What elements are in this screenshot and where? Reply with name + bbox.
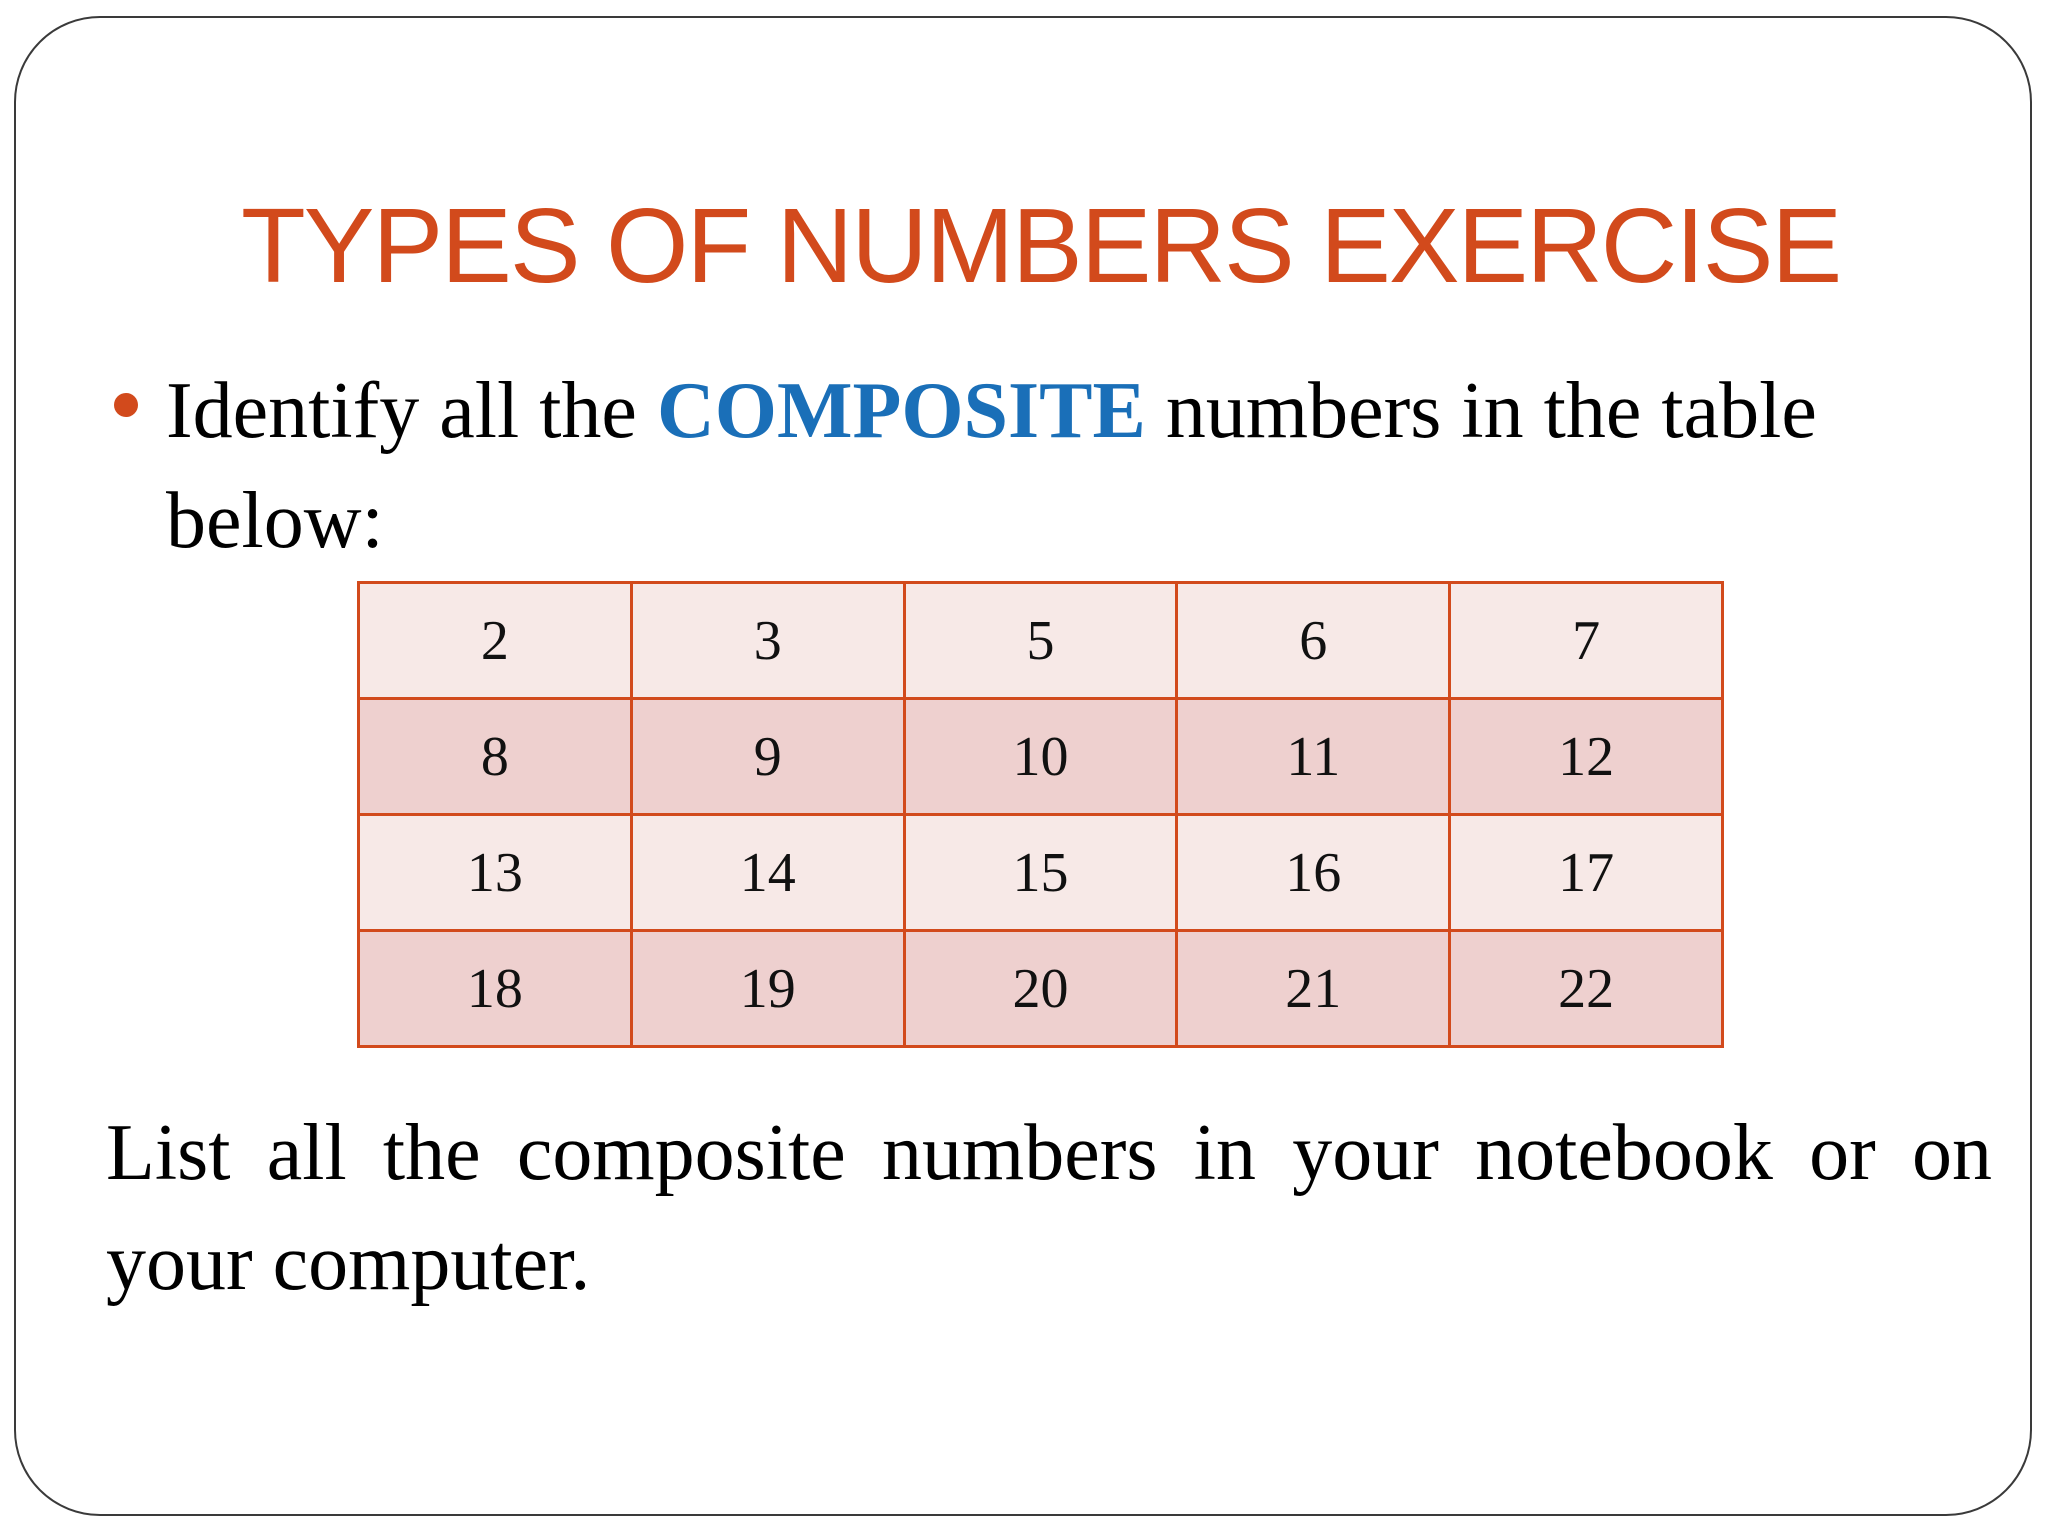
composite-highlight: COMPOSITE [656,367,1146,455]
table-cell: 6 [1177,583,1450,699]
table-row [359,815,1723,931]
table-cell: 14 [631,815,904,931]
table-cell: 9 [631,699,904,815]
table-cell: 19 [631,931,904,1047]
bullet-instruction [166,356,1926,576]
footer-instruction: List all the composite numbers in your notebook or on your computer. [106,1109,1992,1307]
table-cell: 3 [631,583,904,699]
slide-title: TYPES OF NUMBERS EXERCISE [241,187,1841,305]
bullet-dot-icon [114,393,138,417]
table-cell: 2 [359,583,632,699]
table-cell: 15 [904,815,1177,931]
table-cell: 13 [359,815,632,931]
table-row [359,931,1723,1047]
slide [14,16,2032,1516]
table-cell: 5 [904,583,1177,699]
table-cell: 21 [1177,931,1450,1047]
table-cell: 12 [1450,699,1723,815]
instruction-text-start: Identify all the [166,367,657,455]
table-cell: 10 [904,699,1177,815]
table-cell: 18 [359,931,632,1047]
table-row [359,699,1723,815]
table-cell: 11 [1177,699,1450,815]
table-cell: 7 [1450,583,1723,699]
table-cell: 8 [359,699,632,815]
table-cell: 22 [1450,931,1723,1047]
instruction-text-end: numbers in the table below: [166,367,1817,565]
table-cell: 16 [1177,815,1450,931]
table-row [359,583,1723,699]
table-cell: 20 [904,931,1177,1047]
table-cell: 17 [1450,815,1723,931]
numbers-table [357,581,1724,1048]
